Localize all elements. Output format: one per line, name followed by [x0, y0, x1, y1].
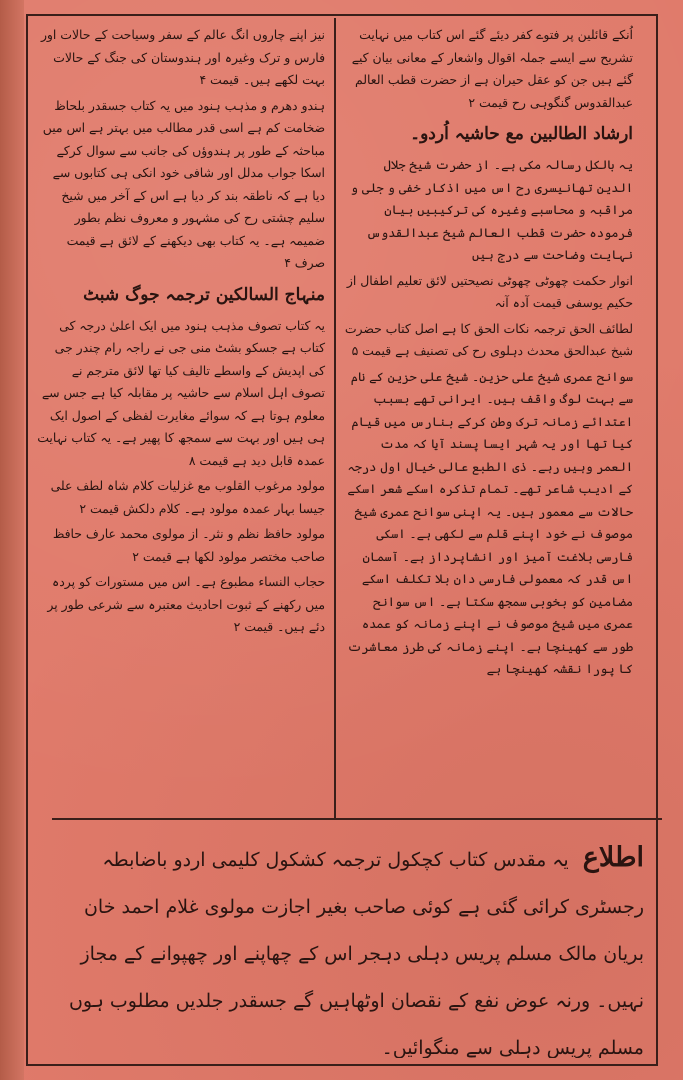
column-divider — [334, 18, 336, 818]
right-paragraph-2: یہ بالکل رسالہ مکی ہے۔ از حضرت شیخ جلال الدین تھانیسری رح اس میں اذکار خفی و جلی و مراقبہ و محاسبے وغیرہ کی ترکیبیں بیان فرمودہ حضرت قطب العالم شیخ عبدالقدوس نہایت وضاحت سے درج ہیں — [350, 157, 633, 262]
right-text-column — [336, 18, 641, 818]
heading-irshad-ut-talibin: ارشاد الطالبین مع حاشیہ اُردو۔ — [410, 124, 633, 144]
left-paragraph-2: ہندو دھرم و مذہب ہنود میں یہ کتاب جسقدر بلحاظ ضخامت کم ہے اسی قدر مطالب میں بہتر ہے اس میں مباحثہ کے طور پر ہندوؤں کی جانب سے سوال کرکے اسکا جواب مدلل اور شافی خود انکی ہی کتابوں سے دیا ہے کہ ناطقہ بند کر دیا ہے اس کے آخر میں شیخ سلیم چشتی رح کی مشہور و معروف نظم بطور ضمیمہ ہے۔ یہ کتاب بھی دیکھنے کے لائق ہے قیمت صرف ۴ — [42, 97, 325, 270]
right-paragraph-3: انوار حکمت چھوٹی چھوٹی نصیحتیں لائق تعلیم اطفال از حکیم یوسفی قیمت آدہ آنہ — [346, 272, 633, 310]
left-paragraph-5: مولود حافظ نظم و نثر۔ از مولوی محمد عارف حافظ صاحب مختصر مولود لکھا ہے قیمت ۲ — [52, 526, 325, 564]
left-paragraph-6: حجاب النساء مطبوع ہے۔ اس میں مستورات کو پردہ میں رکھنے کے ثبوت احادیث معتبرہ سے شرعی طور پر دئے ہیں۔ قیمت ۲ — [47, 574, 325, 634]
right-paragraph-1: اُنکے قائلین پر فتوے کفر دیئے گئے اس کتاب میں نہایت تشریح سے ایسے جملہ اقوال واشعار کے معانی بیان کیے گئے ہیں جن کو عقل حیران ہے از حضرت قطب العالم عبدالقدوس گنگوہی رح قیمت ۲ — [351, 27, 633, 110]
notice-separator-line — [52, 818, 662, 820]
notice-text: یہ مقدس کتاب کچکول ترجمہ کشکول کلیمی اردو باضابطہ رجسٹری کرائی گئی ہے کوئی صاحب بغیر اجازت مولوی غلام احمد خان بریان مالک مسلم پریس دہلی دہجر اس کے چھاپنے اور چھپوانے کے مجاز نہیں۔ ورنہ عوض نفع کے نقصان اوٹھاہیں گے جسقدر جلدیں مطلوب ہوں مسلم پریس دہلی سے منگوائیں۔ — [68, 849, 644, 1058]
left-paragraph-4: مولود مرغوب القلوب مع غزلیات کلام شاہ لطف علی جیسا بہار عمدہ مولود ہے۔ کلام دلکش قیمت ۲ — [50, 478, 325, 516]
page-spine-edge — [0, 0, 24, 1080]
copyright-notice-box — [52, 826, 658, 1058]
left-paragraph-3: یہ کتاب تصوف مذہب ہنود میں ایک اعلیٰ درجہ کی کتاب ہے جسکو بشٹ منی جی نے راجہ رام چندر جی کی اپدیش کے واسطے تالیف کیا تھا لائق مترجم نے تصوف اہل اسلام سے حاشیہ پر مقابلہ کیا ہے جس سے معلوم ہوتا ہے کہ سوائے مغایرت لفظی کے اصول ایک ہی ہیں اور بہت سے سمجھ کا پھیر ہے۔ یہ کتاب نہایت عمدہ قابل دید ہے قیمت ۸ — [37, 317, 325, 468]
left-text-column — [28, 18, 333, 818]
left-paragraph-1: نیز اپنے چاروں انگ عالم کے سفر وسیاحت کے حالات اور فارس و ترک وغیرہ اور ہندوستان کی جنگ کے حالات بہت لکھے ہیں۔ قیمت ۴ — [40, 27, 325, 87]
right-paragraph-4: لطائف الحق ترجمہ نکات الحق کا ہے اصل کتاب حضرت شیخ عبدالحق محدث دہلوی رح کی تصنیف ہے قیمت ۵ — [344, 320, 633, 358]
notice-label: اطلاع — [582, 842, 644, 873]
right-paragraph-5: سوانح عمری شیخ علی حزین۔ شیخ علی حزین کے نام سے بہت لوگ واقف ہیں۔ ایرانی تھے بسبب اعتدائے زمانہ ترک وطن کرکے بنارس میں قیام کیا تھا اور یہ شہر ایسا پسند آیا کہ مدت العمر وہیں رہے۔ ذی الطبع عالی خیال اول درجہ کے ادیب شاعر تھے۔ تمام تذکرہ اسکے شعر اسکے حالات سے معمور ہیں۔ یہ اپنی سوانح عمری شیخ موصوف نے خود اپنے قلم سے لکھی ہے۔ اسکی فارسی بلاغت آمیز اور انشاپرداز ہے۔ آسمان اس قدر کہ معمولی فارسی دان بلا تکلف اسکے مضامین کو بخوبی سمجھ سکتا ہے۔ اس سوانح عمری میں شیخ موصوف نے اپنے زمانہ کو عمدہ طور سے کھینچا ہے۔ اپنے زمانہ کی طرز معاشرت کا پورا نقشہ کھینچا ہے — [347, 368, 633, 676]
heading-minhaj-us-salikin: منہاج السالکین ترجمہ جوگ شبٹ — [83, 284, 325, 305]
